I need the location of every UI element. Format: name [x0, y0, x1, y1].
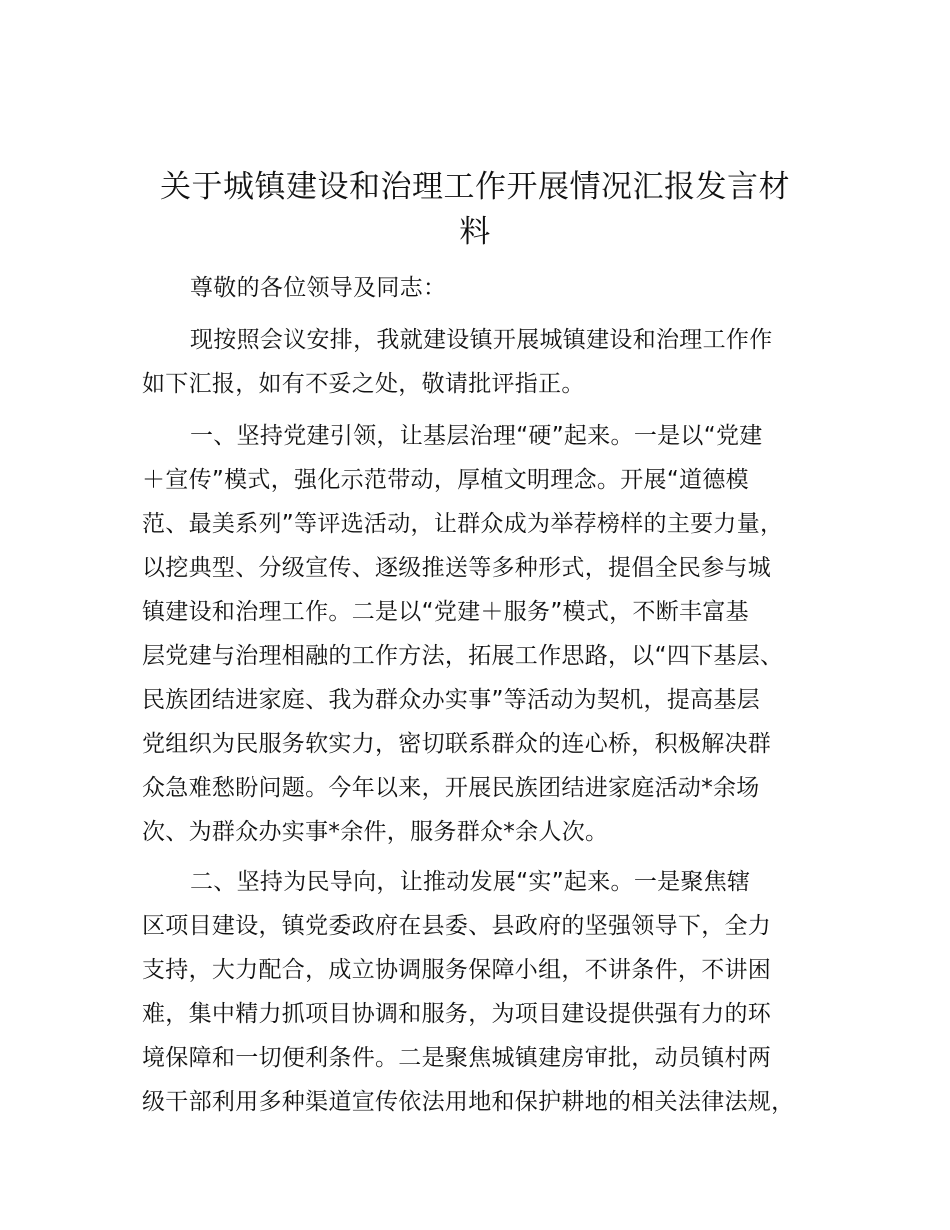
- paragraph-line: 区项目建设，镇党委政府在县委、县政府的坚强领导下，全力: [142, 913, 772, 939]
- paragraph-line: 以挖典型、分级宣传、逐级推送等多种形式，提倡全民参与城: [142, 555, 772, 581]
- paragraph-line: 层党建与治理相融的工作方法，拓展工作思路，以“四下基层、: [142, 643, 784, 669]
- paragraph-line: 镇建设和治理工作。二是以“党建＋服务”模式，不断丰富基: [142, 599, 749, 625]
- paragraph-line: 如下汇报，如有不妥之处，敬请批评指正。: [142, 371, 585, 397]
- paragraph-line: ＋宣传”模式，强化示范带动，厚植文明理念。开展“道德模: [142, 467, 749, 493]
- paragraph-line: 二、坚持为民导向，让推动发展“实”起来。一是聚焦辖: [190, 869, 751, 895]
- paragraph-line: 次、为群众办实事*余件，服务群众*余人次。: [142, 819, 609, 845]
- paragraph-line: 党组织为民服务软实力，密切联系群众的连心桥，积极解决群: [142, 731, 772, 757]
- paragraph-line: 级干部利用多种渠道宣传依法用地和保护耕地的相关法律法规，: [142, 1089, 795, 1115]
- paragraph-line: 民族团结进家庭、我为群众办实事”等活动为契机，提高基层: [142, 687, 761, 713]
- paragraph-line: 难，集中精力抓项目协调和服务，为项目建设提供强有力的环: [142, 1001, 772, 1027]
- paragraph-line: 境保障和一切便利条件。二是聚焦城镇建房审批，动员镇村两: [142, 1045, 772, 1071]
- document-title: [130, 165, 820, 255]
- title-line-1: 关于城镇建设和治理工作开展情况汇报发言材: [160, 169, 790, 205]
- paragraph-line: 范、最美系列”等评选活动，让群众成为举荐榜样的主要力量，: [142, 511, 784, 537]
- paragraph-line: 现按照会议安排，我就建设镇开展城镇建设和治理工作作: [190, 327, 773, 353]
- title-line-2: 料: [459, 214, 491, 250]
- paragraph-line: 一、坚持党建引领，让基层治理“硬”起来。一是以“党建: [190, 423, 763, 449]
- salutation: 尊敬的各位领导及同志：: [190, 275, 447, 301]
- paragraph-line: 支持，大力配合，成立协调服务保障小组，不讲条件，不讲困: [142, 957, 772, 983]
- paragraph-line: 众急难愁盼问题。今年以来，开展民族团结进家庭活动*余场: [142, 775, 760, 801]
